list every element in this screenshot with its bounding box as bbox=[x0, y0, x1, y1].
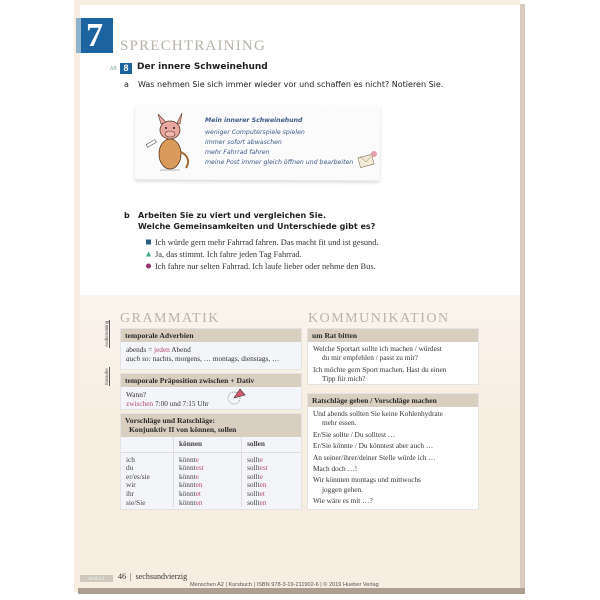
text: abends = bbox=[126, 345, 155, 354]
col-header bbox=[121, 437, 174, 452]
section-title: SPRECHTRAINING bbox=[120, 38, 266, 54]
phrase: Er/Sie könnte / Du könntest aber auch … bbox=[313, 441, 434, 451]
ratschlaege-title: Ratschläge geben / Vorschläge machen bbox=[308, 394, 478, 407]
col-header: sollen bbox=[242, 437, 301, 452]
pronoun: ihr bbox=[126, 488, 135, 498]
task-b-letter: b bbox=[124, 211, 130, 220]
phrase: Er/Sie sollte / Du solltest … bbox=[313, 429, 396, 439]
envelope-icon bbox=[357, 150, 379, 168]
rat-bitten-title: um Rat bitten bbox=[308, 329, 478, 342]
text: Wann? bbox=[126, 390, 147, 399]
card-line: meine Post immer gleich öffnen und bearbeiten bbox=[205, 159, 354, 166]
grammatik-heading: GRAMMATIK bbox=[120, 311, 220, 326]
page-edge-bottom bbox=[78, 588, 525, 594]
module-label: Modul 3 bbox=[80, 575, 113, 582]
page-num: 46 bbox=[118, 572, 126, 581]
page-number bbox=[118, 572, 187, 581]
pronoun: sie/Sie bbox=[126, 497, 146, 507]
page-word: sechsundvierzig bbox=[135, 572, 188, 581]
task-a-letter: a bbox=[124, 80, 129, 89]
card-title: Mein innerer Schweinehund bbox=[205, 117, 303, 124]
pronoun: wir bbox=[126, 480, 136, 490]
task-a-text: Was nehmen Sie sich immer wieder vor und schaffen es nicht? Notieren Sie. bbox=[138, 80, 444, 89]
koennen-form: könnten bbox=[174, 481, 242, 490]
chapter-number: 7 bbox=[76, 18, 113, 53]
text: nachts, morgens, … montags, dienstags, … bbox=[150, 354, 280, 364]
conjugation-table bbox=[121, 437, 301, 507]
phrase: Ich möchte gern Sport machen. Hast du einen Tipp für mich? bbox=[313, 364, 447, 384]
text: Abend bbox=[169, 345, 191, 354]
ratschlaege-box bbox=[307, 393, 479, 510]
koennen-form: könnten bbox=[174, 499, 242, 508]
chapter-strip bbox=[76, 18, 81, 53]
konjunktiv-box bbox=[120, 413, 302, 510]
koennen-form: könntest bbox=[174, 464, 242, 473]
koennen-form: könnte bbox=[174, 452, 242, 464]
separator: | bbox=[130, 572, 132, 581]
triangle-bullet-icon bbox=[146, 250, 155, 259]
workbook-marker: AB bbox=[110, 66, 117, 72]
dialog-line: Ich fahre nur selten Fahrrad. Ich laufe lieber oder nehme den Bus. bbox=[146, 262, 376, 271]
text: 7:00 und 7:15 Uhr bbox=[153, 399, 209, 409]
phrase: Welche Sportart sollte ich machen / würdest du mir empfehlen / passt zu mir? bbox=[313, 344, 442, 363]
page-edge-right bbox=[520, 4, 525, 594]
table-row bbox=[121, 490, 301, 499]
card-line: mehr Fahrrad fahren bbox=[205, 149, 270, 156]
rat-bitten-box bbox=[307, 328, 479, 385]
text: auch so: bbox=[126, 354, 151, 364]
table-row bbox=[121, 452, 301, 464]
praeposition-box bbox=[120, 373, 302, 410]
sollen-form: solltest bbox=[242, 464, 301, 473]
audiotraining-tab[interactable]: Audiotraining bbox=[104, 320, 109, 347]
clock-icon bbox=[225, 386, 247, 406]
exercise-number: 8 bbox=[120, 63, 132, 74]
sollen-form: sollte bbox=[242, 452, 301, 464]
table-row bbox=[121, 473, 301, 482]
circle-bullet-icon bbox=[146, 262, 155, 271]
pig-illustration-icon bbox=[140, 112, 198, 174]
konjunktiv-title: Vorschläge und Ratschläge: bbox=[125, 416, 216, 425]
table-row bbox=[121, 481, 301, 490]
adverbien-title: temporale Adverbien bbox=[121, 329, 301, 342]
sollen-form: sollten bbox=[242, 499, 301, 508]
pronoun: ich bbox=[126, 454, 135, 464]
highlight-text: jeden bbox=[154, 345, 170, 354]
adverbien-box bbox=[120, 328, 302, 370]
dialog-line: Ja, das stimmt. Ich fahre jeden Tag Fahrrad. bbox=[146, 250, 302, 259]
col-header: können bbox=[174, 437, 242, 452]
praeposition-title: temporale Präposition zwischen + Dativ bbox=[121, 374, 301, 387]
sollen-form: sollte bbox=[242, 473, 301, 482]
table-header bbox=[121, 437, 301, 452]
koennen-form: könnte bbox=[174, 473, 242, 482]
phrase: Und abends sollten Sie keine Kohlenhydrate mehr essen. bbox=[313, 409, 443, 428]
card-line: immer sofort abwaschen bbox=[205, 139, 282, 146]
task-b-line2: Welche Gemeinsamkeiten und Unterschiede gibt es? bbox=[138, 222, 376, 231]
task-b-line1: Arbeiten Sie zu viert und vergleichen Sie. bbox=[138, 211, 326, 220]
copyright-line: Menschen A2 | Kursbuch | ISBN 978-3-19-211902-6 | © 2019 Hueber Verlag bbox=[190, 582, 379, 588]
sollen-form: solltet bbox=[242, 490, 301, 499]
konjunktiv-subtitle: Konjunktiv II von können, sollen bbox=[129, 425, 237, 434]
exercise-title: Der innere Schweinehund bbox=[137, 62, 268, 72]
table-row bbox=[121, 499, 301, 508]
square-bullet-icon bbox=[146, 238, 155, 247]
pronoun: du bbox=[126, 463, 134, 473]
sollen-form: sollten bbox=[242, 481, 301, 490]
card-line: weniger Computerspiele spielen bbox=[205, 129, 305, 136]
karaoke-tab[interactable]: Karaoke bbox=[104, 368, 109, 385]
dialog-line: Ich würde gern mehr Fahrrad fahren. Das macht fit und ist gesund. bbox=[146, 238, 379, 247]
phrase: Wie wäre es mit …? bbox=[313, 496, 373, 506]
kommunikation-heading: KOMMUNIKATION bbox=[308, 311, 450, 326]
pronoun: er/es/sie bbox=[126, 471, 150, 481]
highlight-text: zwischen bbox=[126, 399, 154, 409]
phrase: Mach doch …! bbox=[313, 464, 358, 474]
phrase: An seiner/ihrer/deiner Stelle würde ich … bbox=[313, 452, 436, 462]
phrase: Wir könnten montags und mittwochs joggen gehen. bbox=[313, 475, 421, 494]
koennen-form: könntet bbox=[174, 490, 242, 499]
